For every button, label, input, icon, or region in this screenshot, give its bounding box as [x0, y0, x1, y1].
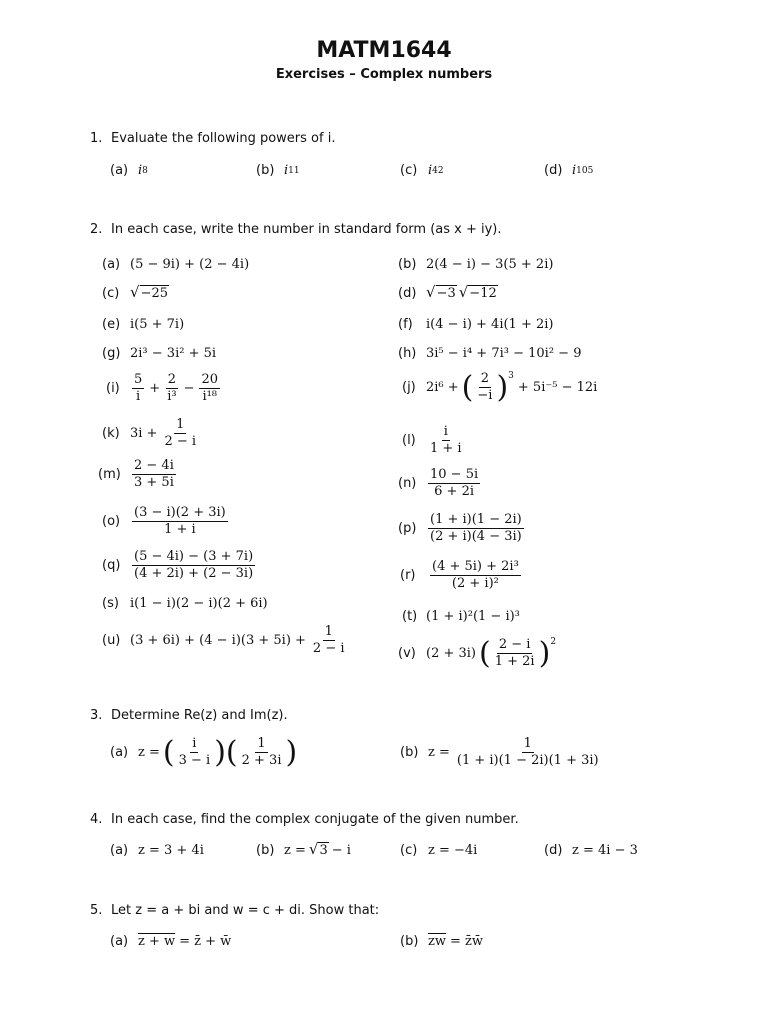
- question-number: 2.: [90, 222, 103, 237]
- item-label: (b): [398, 257, 417, 272]
- fraction: [132, 505, 228, 538]
- math-expression: 2i⁶ +: [426, 380, 459, 395]
- item-label: (c): [400, 843, 418, 858]
- q2-item-e: [102, 317, 184, 332]
- fraction: [132, 372, 144, 405]
- item-label: (e): [102, 317, 121, 332]
- denominator: (4 + 2i) + (2 − 3i): [134, 566, 254, 581]
- question-prompt: Evaluate the following powers of i.: [111, 131, 336, 146]
- item-label: (d): [544, 163, 563, 178]
- question-prompt: In each case, find the complex conjugate of the given number.: [111, 812, 519, 827]
- math-expression: z = 3 + 4i: [138, 843, 204, 858]
- item-label: (b): [256, 163, 275, 178]
- numerator: 2: [480, 371, 490, 386]
- fraction: [162, 417, 198, 450]
- numerator: 1: [257, 736, 266, 751]
- q2-item-c: [102, 285, 169, 301]
- item-label: (a): [102, 257, 121, 272]
- math-expression: i(4 − i) + 4i(1 + 2i): [426, 317, 554, 332]
- radicand: −25: [140, 286, 168, 301]
- item-label: (h): [398, 346, 417, 361]
- numerator: (4 + 5i) + 2i³: [432, 559, 519, 574]
- math-exponent: 11: [288, 165, 300, 176]
- fraction: [493, 637, 537, 670]
- square-root: √ −12: [458, 283, 497, 301]
- q2-item-t: [402, 609, 520, 624]
- math-expression: 2(4 − i) − 3(5 + 2i): [426, 257, 554, 272]
- item-label: (c): [400, 163, 418, 178]
- denominator: (2 + i)(4 − 3i): [430, 529, 522, 544]
- denominator: 1 + i: [164, 522, 196, 537]
- math-expression: z =: [138, 745, 160, 760]
- math-expression: (1 + i)²(1 − i)³: [426, 609, 520, 624]
- q1-item-a: [110, 163, 148, 178]
- denominator: 1 + i: [430, 441, 462, 456]
- q3-item-a: (a) z = ( $\frac{i}{3 - i}$ ) ( $\frac{1}{2 + 3i}$ ): [110, 734, 298, 770]
- numerator: (5 − 4i) − (3 + 7i): [134, 549, 254, 564]
- numerator: 2: [167, 372, 177, 387]
- math-expression: 2i³ − 3i² + 5i: [130, 346, 217, 361]
- q2-item-f: [398, 317, 553, 332]
- radicand: −3: [436, 286, 456, 301]
- fraction: [132, 458, 176, 491]
- q4-item-b: [256, 842, 351, 858]
- q2-item-i: [106, 372, 222, 405]
- conjugate-expression: $\overline{zw}$: [428, 934, 446, 949]
- math-expression: 3i⁵ − i⁴ + 7i³ − 10i² − 9: [426, 346, 582, 361]
- math-expression: z =: [428, 745, 450, 760]
- math-expression: = z̄w̄: [449, 934, 483, 949]
- denominator: −i: [477, 388, 493, 403]
- item-label: (q): [102, 558, 121, 573]
- q3-item-b: [400, 736, 603, 769]
- math-exponent: 2: [550, 637, 557, 647]
- question-2: [90, 222, 502, 237]
- square-root: √ −25: [130, 283, 168, 301]
- item-label: (a): [110, 163, 129, 178]
- denominator: 6 + 2i: [434, 484, 474, 499]
- item-label: (b): [256, 842, 275, 858]
- math-expression: i(1 − i)(2 − i)(2 + 6i): [130, 596, 268, 611]
- numerator: 1: [176, 417, 185, 432]
- numerator: (1 + i)(1 − 2i): [430, 512, 522, 527]
- numerator: (3 − i)(2 + 3i): [134, 505, 226, 520]
- question-1: [90, 131, 335, 146]
- fraction: [311, 624, 347, 657]
- math-expression: (3 + 6i) + (4 − i)(3 + 5i) +: [130, 633, 306, 648]
- item-label: (j): [402, 380, 416, 395]
- item-label: (m): [98, 467, 121, 482]
- fraction: [475, 371, 494, 404]
- page-subtitle: Exercises – Complex numbers: [275, 67, 493, 82]
- numerator: 1: [324, 624, 333, 639]
- numerator: i: [192, 736, 197, 751]
- item-label: (u): [102, 633, 121, 648]
- q4-item-a: [110, 843, 204, 858]
- question-5: [90, 903, 379, 918]
- math-expression: z = −4i: [428, 843, 478, 858]
- conjugate-expression: z + w: [138, 934, 176, 949]
- question-number: 5.: [90, 903, 103, 918]
- math-exponent: 42: [432, 165, 444, 176]
- q4-item-d: [544, 843, 638, 858]
- denominator: i¹⁸: [202, 389, 218, 404]
- fraction: [165, 372, 178, 405]
- q5-item-a: [110, 934, 231, 949]
- math-exponent: 8: [142, 165, 148, 176]
- item-label: (r): [400, 568, 416, 583]
- math-expression: (2 + 3i): [426, 646, 477, 661]
- q2-item-l: [402, 424, 466, 457]
- q5-item-b: [400, 934, 483, 949]
- item-label: (a): [110, 745, 129, 760]
- square-root: √ 3: [308, 840, 328, 858]
- item-label: (n): [398, 476, 417, 491]
- fraction: [177, 736, 213, 769]
- denominator: i: [136, 389, 141, 404]
- math-base: i: [428, 163, 433, 178]
- q2-item-p: [398, 512, 526, 545]
- item-label: (t): [402, 609, 418, 624]
- item-label: (l): [402, 433, 416, 448]
- q2-item-r: [400, 559, 523, 592]
- q4-item-c: [400, 843, 477, 858]
- item-label: (s): [102, 596, 119, 611]
- question-number: 1.: [90, 131, 103, 146]
- denominator: 2 − i: [312, 641, 345, 656]
- item-label: (f): [398, 317, 413, 332]
- math-exponent: 3: [508, 371, 514, 381]
- numerator: 2 − i: [498, 637, 531, 652]
- question-prompt: In each case, write the number in standard form (as x + iy).: [111, 222, 502, 237]
- question-3: [90, 708, 288, 723]
- denominator: 2 − i: [164, 434, 197, 449]
- q2-item-g: [102, 346, 216, 361]
- q2-item-n: [398, 467, 482, 500]
- denominator: (1 + i)(1 − 2i)(1 + 3i): [456, 753, 599, 768]
- denominator: (2 + i)²: [451, 576, 499, 591]
- item-label: (o): [102, 514, 121, 529]
- fraction: [132, 549, 255, 582]
- operator: −: [183, 381, 195, 396]
- math-expression: (5 − 9i) + (2 − 4i): [130, 257, 250, 272]
- q2-item-m: [98, 458, 178, 491]
- numerator: 5: [134, 372, 143, 387]
- math-exponent: 105: [576, 165, 594, 176]
- numerator: 10 − 5i: [430, 467, 479, 482]
- math-expression: − i: [331, 842, 351, 858]
- q2-item-o: [102, 505, 230, 538]
- fraction: [240, 736, 284, 769]
- q1-item-c: [400, 163, 444, 178]
- denominator: 2 + 3i: [241, 753, 282, 768]
- item-label: (p): [398, 521, 417, 536]
- item-label: (i): [106, 381, 120, 396]
- fraction: [430, 559, 521, 592]
- denominator: 3 + 5i: [134, 475, 174, 490]
- item-label: (a): [110, 934, 129, 949]
- item-label: (b): [400, 934, 419, 949]
- q2-item-a: [102, 257, 249, 272]
- q2-item-h: [398, 346, 581, 361]
- item-label: (b): [400, 745, 419, 760]
- fraction: [455, 736, 601, 769]
- q2-item-j: (j) 2i⁶ + ( $\frac{2}{-i}$ ) $^3$ + 5i⁻⁵ − 12i: [402, 369, 598, 405]
- q2-item-q: [102, 549, 257, 582]
- fraction: [428, 424, 464, 457]
- denominator: i³: [167, 389, 177, 404]
- operator: +: [149, 381, 161, 396]
- item-label: (v): [398, 646, 416, 661]
- question-prompt: Let z = a + bi and w = c + di. Show that:: [111, 903, 380, 918]
- fraction: [428, 467, 480, 500]
- math-expression: + 5i⁻⁵ − 12i: [517, 380, 598, 395]
- item-label: (g): [102, 346, 121, 361]
- item-label: (d): [398, 285, 417, 301]
- math-expression: 3i +: [130, 426, 158, 441]
- math-expression: = z̄ + w̄: [179, 934, 232, 949]
- math-base: i: [138, 163, 143, 178]
- question-number: 4.: [90, 812, 103, 827]
- denominator: 1 + 2i: [494, 654, 535, 669]
- q2-item-k: [102, 417, 200, 450]
- numerator: 20: [201, 372, 219, 387]
- item-label: (k): [102, 426, 120, 441]
- q1-item-b: [256, 163, 300, 178]
- item-label: (d): [544, 843, 563, 858]
- question-prompt: Determine Re(z) and Im(z).: [111, 708, 288, 723]
- math-base: i: [284, 163, 289, 178]
- math-expression: i(5 + 7i): [130, 317, 185, 332]
- numerator: 2 − 4i: [134, 458, 174, 473]
- q2-item-u: [102, 624, 349, 657]
- radicand: −12: [469, 286, 497, 301]
- item-label: (a): [110, 843, 129, 858]
- item-label: (c): [102, 285, 120, 301]
- numerator: i: [443, 424, 448, 439]
- fraction: [428, 512, 524, 545]
- q2-item-v: (v) (2 + 3i) ( $\frac{2 - i}{1 + 2i}$ ) $^2$: [398, 635, 557, 671]
- q1-item-d: [544, 163, 593, 178]
- numerator: 1: [523, 736, 532, 751]
- square-root: √ −3: [426, 283, 456, 301]
- fraction: [199, 372, 220, 405]
- math-expression: z =: [284, 842, 306, 858]
- radicand: 3: [319, 843, 328, 858]
- denominator: 3 − i: [178, 753, 211, 768]
- math-base: i: [572, 163, 577, 178]
- q2-item-d: [398, 285, 498, 301]
- page-title: MATM1644: [316, 38, 452, 63]
- math-expression: z = 4i − 3: [572, 843, 638, 858]
- question-4: [90, 812, 519, 827]
- q2-item-s: [102, 596, 268, 611]
- q2-item-b: [398, 257, 553, 272]
- question-number: 3.: [90, 708, 103, 723]
